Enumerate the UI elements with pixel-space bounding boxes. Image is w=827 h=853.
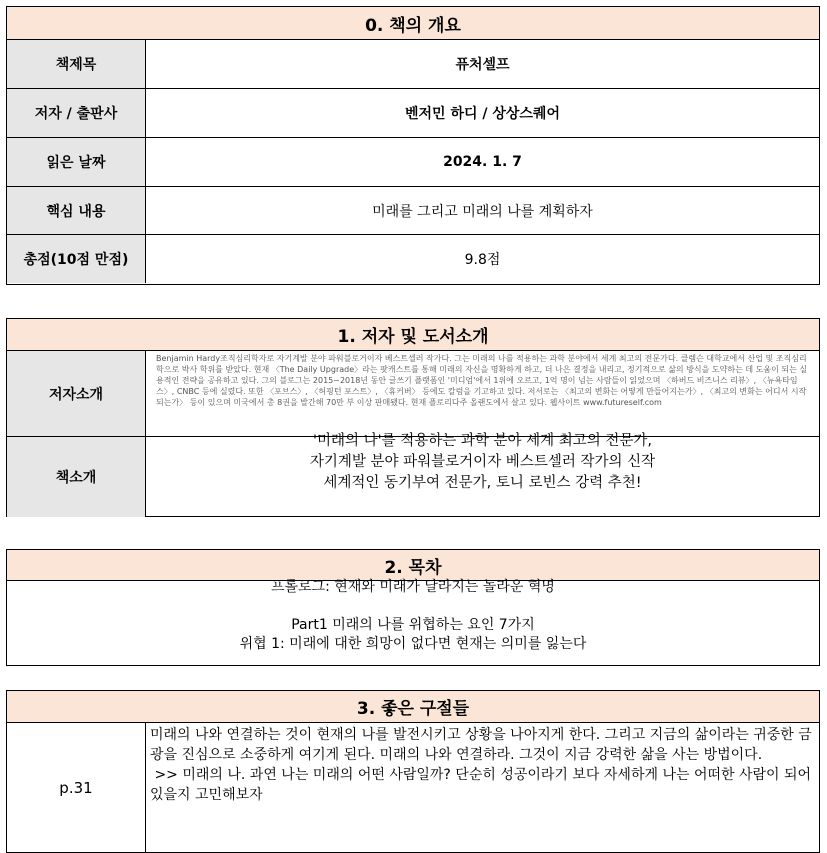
author-publisher-value: 벤저민 하디 / 상상스퀘어 — [405, 106, 560, 122]
row-label: 저자 / 출판사 — [7, 89, 146, 137]
read-date-value: 2024. 1. 7 — [443, 154, 522, 170]
overview-title: 0. 책의 개요 — [7, 7, 819, 40]
author-intro-row — [7, 351, 819, 437]
quote-line: 미래의 나와 연결하는 것이 현재의 나를 발전시키고 상황을 나아지게 한다. 그리고 지금의 삶이라는 귀중한 금광을 진심으로 소중하게 여기게 된다. 미래의 나와 연결하라. 그것이 지금 강력한 삶을 사는 방법이다. — [150, 727, 812, 763]
score-value: 9.8점 — [464, 252, 501, 268]
quote-row — [7, 723, 819, 853]
toc-line — [7, 597, 819, 616]
book-intro-line: 세계적인 동기부여 전문가, 토니 로빈스 강력 추천! — [323, 475, 642, 491]
author-intro-text: Benjamin Hardy조직심리학자로 자기계발 분야 파워블로거이자 베스트셀러 작가다. 그는 미래의 나를 적용하는 과학 분야에서 세계 최고의 전문가다. 클렘슨 대학교에서 산업 및 조직심리학으로 박사 학위를 받았다. 현재 〈The Daily Upgrade〉라는 팟캐스트를 통해 미래의 자신을 명확하게 하고, 더 나은 결정을 내리고, 정기적으로 삶의 방식을 도약하는 데 도움이 되는 실용적인 전략을 공유하고 있다. 그의 블로그는 2015~2018년 동안 글쓰기 플랫폼인 '미디엄'에서 1위에 오르고, 1억 명이 넘는 사람들이 읽었으며 〈하버드 비즈니스 리뷰〉, 〈뉴욕타임스〉, CNBC 등에 실렸다. 또한 〈포브스〉, 〈허핑턴 포스트〉, 〈휴커버〉 등에도 칼럼을 기고하고 있다. 저서로는 〈최고의 변화는 어떻게 만들어지는가〉, 〈최고의 변화는 어디서 시작되는가〉 등이 있으며 미국에서 총 8권을 발간해 70만 부 이상 판매됐다. 현재 플로리다주 올랜도에서 살고 있다. 웹사이트 www.futureself.com — [156, 354, 808, 407]
book-title-value: 퓨처셀프 — [455, 57, 510, 73]
row-label: 핵심 내용 — [7, 187, 146, 234]
quote-text — [146, 723, 819, 853]
overview-table — [6, 6, 820, 285]
core-content-value: 미래를 그리고 미래의 나를 계획하자 — [372, 203, 593, 220]
quotes-title: 3. 좋은 구절들 — [7, 691, 819, 723]
overview-row-date — [7, 138, 819, 187]
quote-comment: >> 미래의 나. 과연 나는 미래의 어떤 사람일까? 단순히 성공이라기 보다 자세하게 나는 어떠한 사람이 되어있을지 고민해보자 — [150, 767, 812, 803]
toc-table — [6, 549, 820, 666]
book-intro-row — [7, 433, 819, 517]
book-intro-line: 자기계발 분야 파워블로거이자 베스트셀러 작가의 신작 — [309, 454, 656, 470]
row-label: 책제목 — [7, 40, 146, 88]
toc-line: 위협 1: 미래에 대한 희망이 없다면 현재는 의미를 잃는다 — [239, 636, 587, 652]
overview-row-score — [7, 235, 819, 283]
row-label: 총점(10점 만점) — [7, 235, 146, 283]
overview-row-core — [7, 187, 819, 235]
overview-row-title — [7, 40, 819, 89]
author-book-table — [6, 318, 820, 517]
toc-title: 2. 목차 — [7, 550, 819, 581]
row-label: 읽은 날짜 — [7, 138, 146, 186]
row-label: 책소개 — [7, 437, 146, 517]
toc-line: Part1 미래의 나를 위협하는 요인 7가지 — [291, 617, 535, 633]
toc-list — [7, 578, 819, 654]
quote-page: p.31 — [7, 723, 146, 853]
quotes-table — [6, 690, 820, 853]
overview-row-author — [7, 89, 819, 138]
book-intro-text — [310, 431, 655, 494]
toc-line: 프롤로그: 현재와 미래가 달라지는 놀라운 혁명 — [271, 579, 555, 595]
author-book-title: 1. 저자 및 도서소개 — [7, 319, 819, 351]
row-label: 저자소개 — [7, 351, 146, 436]
book-intro-line: '미래의 나'를 적용하는 과학 분야 세계 최고의 전문가, — [313, 433, 652, 449]
